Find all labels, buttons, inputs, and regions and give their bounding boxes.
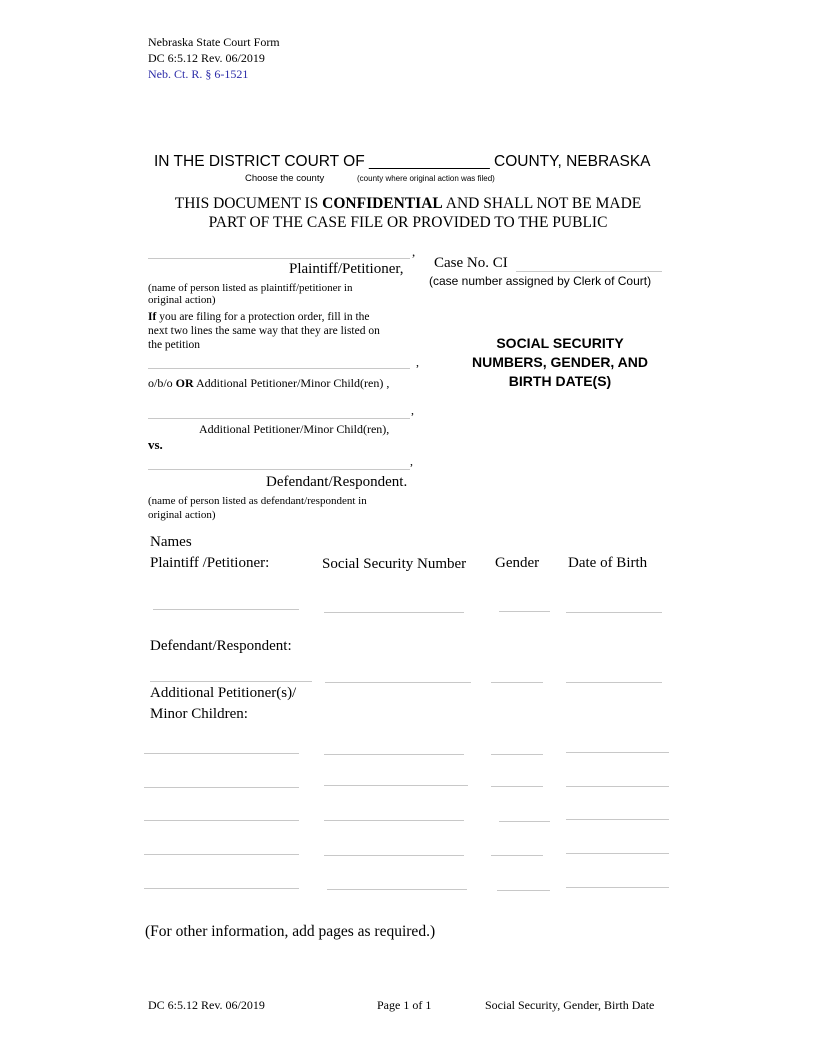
additional-1-gender-field[interactable] (491, 740, 543, 755)
col-ssn-header: Social Security Number (322, 556, 467, 572)
additional-5-gender-field[interactable] (497, 876, 550, 891)
comma: , (411, 403, 414, 417)
court-suffix: COUNTY, NEBRASKA (494, 153, 651, 170)
additional-5-ssn-field[interactable] (327, 875, 467, 890)
obo-post: Additional Petitioner/Minor Child(ren) , (193, 376, 390, 390)
defendant-dob-field[interactable] (566, 668, 662, 683)
county-hint: (county where original action was filed) (357, 174, 495, 183)
names-label: Names (150, 534, 192, 550)
footer-page-number: Page 1 of 1 (377, 998, 432, 1012)
defendant-gender-field[interactable] (491, 668, 543, 683)
plaintiff-ssn-field[interactable] (324, 598, 464, 613)
confidential-post: AND SHALL NOT BE MADE (445, 195, 642, 212)
additional-5-dob-field[interactable] (566, 873, 669, 888)
protection-instruction-1 (148, 311, 370, 323)
footer-title: Social Security, Gender, Birth Date (485, 998, 655, 1012)
additional-section-label-1: Additional Petitioner(s)/ (150, 685, 297, 701)
confidential-pre: THIS DOCUMENT IS (174, 195, 319, 212)
additional-3-gender-field[interactable] (499, 807, 550, 822)
protection-instruction-2: next two lines the same way that they are listed on (148, 325, 380, 337)
plaintiff-section-label: Plaintiff /Petitioner: (150, 555, 270, 571)
defendant-hint-2: original action) (148, 509, 216, 521)
vs-label: vs. (148, 437, 163, 452)
title-line-1: SOCIAL SECURITY (496, 335, 624, 351)
obo-pre: o/b/o (148, 376, 176, 390)
defendant-section-label: Defendant/Respondent: (150, 638, 292, 654)
protection-instruction-3: the petition (148, 339, 201, 351)
confidential-line-2: PART OF THE CASE FILE OR PROVIDED TO THE PUBLIC (208, 214, 608, 231)
plaintiff-label: Plaintiff/Petitioner, (289, 261, 404, 277)
additional-pages-note: (For other information, add pages as required.) (145, 923, 436, 940)
plaintiff-dob-field[interactable] (566, 598, 662, 613)
additional-4-name-field[interactable] (144, 840, 299, 855)
defendant-hint-1: (name of person listed as defendant/respondent in (148, 495, 367, 507)
defendant-ssn-field[interactable] (325, 668, 471, 683)
county-dropdown[interactable]: Choose the county (245, 173, 325, 184)
case-number-field[interactable] (516, 257, 662, 272)
additional-2-name-field[interactable] (144, 773, 299, 788)
additional-1-ssn-field[interactable] (324, 740, 464, 755)
additional-3-ssn-field[interactable] (324, 806, 464, 821)
county-blank[interactable]: ______________ (369, 153, 490, 170)
confidential-line-1 (0, 195, 816, 213)
col-gender-header: Gender (495, 555, 540, 571)
additional-4-dob-field[interactable] (566, 839, 669, 854)
rule-link[interactable]: Neb. Ct. R. § 6-1521 (148, 67, 249, 81)
form-number: DC 6:5.12 Rev. 06/2019 (148, 51, 265, 65)
additional-4-ssn-field[interactable] (324, 841, 464, 856)
additional-petitioner-1-field[interactable] (148, 354, 410, 369)
title-line-2: NUMBERS, GENDER, AND (471, 354, 649, 370)
additional-2-ssn-field[interactable] (324, 771, 468, 786)
additional-4-gender-field[interactable] (491, 841, 543, 856)
additional-3-name-field[interactable] (144, 806, 299, 821)
additional-section-label-2: Minor Children: (150, 706, 248, 722)
plaintiff-name-row[interactable] (153, 595, 299, 610)
plaintiff-gender-field[interactable] (499, 597, 550, 612)
court-heading (154, 153, 651, 171)
comma: , (416, 355, 419, 369)
col-dob-header: Date of Birth (568, 555, 648, 571)
additional-3-dob-field[interactable] (566, 805, 669, 820)
defendant-name-field[interactable] (148, 455, 410, 470)
case-number-label: Case No. CI (434, 255, 508, 271)
additional-petitioner-2-field[interactable] (148, 404, 410, 419)
additional-2-dob-field[interactable] (566, 772, 669, 787)
protection-rest-1: you are filing for a protection order, fill in the (156, 311, 370, 323)
footer-form-number: DC 6:5.12 Rev. 06/2019 (148, 998, 265, 1012)
defendant-name-row[interactable] (150, 667, 312, 682)
form-name: Nebraska State Court Form (148, 35, 280, 49)
defendant-label: Defendant/Respondent. (266, 474, 408, 490)
obo-label (148, 376, 389, 391)
protection-if: If (148, 311, 157, 323)
obo-or: OR (175, 376, 194, 390)
comma: , (412, 244, 416, 259)
additional-1-name-field[interactable] (144, 739, 299, 754)
additional-2-gender-field[interactable] (491, 772, 543, 787)
title-line-3: BIRTH DATE(S) (508, 373, 612, 389)
plaintiff-hint-1: (name of person listed as plaintiff/petitioner in (148, 282, 353, 294)
confidential-bold: CONFIDENTIAL (322, 195, 443, 212)
plaintiff-name-field[interactable] (148, 244, 410, 259)
comma: , (410, 454, 413, 468)
case-number-hint: (case number assigned by Clerk of Court) (429, 274, 652, 288)
additional-5-name-field[interactable] (144, 874, 299, 889)
document-title (440, 334, 680, 391)
additional-petitioner-label: Additional Petitioner/Minor Child(ren), (199, 422, 390, 436)
court-prefix: IN THE DISTRICT COURT OF (154, 153, 365, 170)
additional-1-dob-field[interactable] (566, 738, 669, 753)
plaintiff-hint-2: original action) (148, 294, 216, 306)
